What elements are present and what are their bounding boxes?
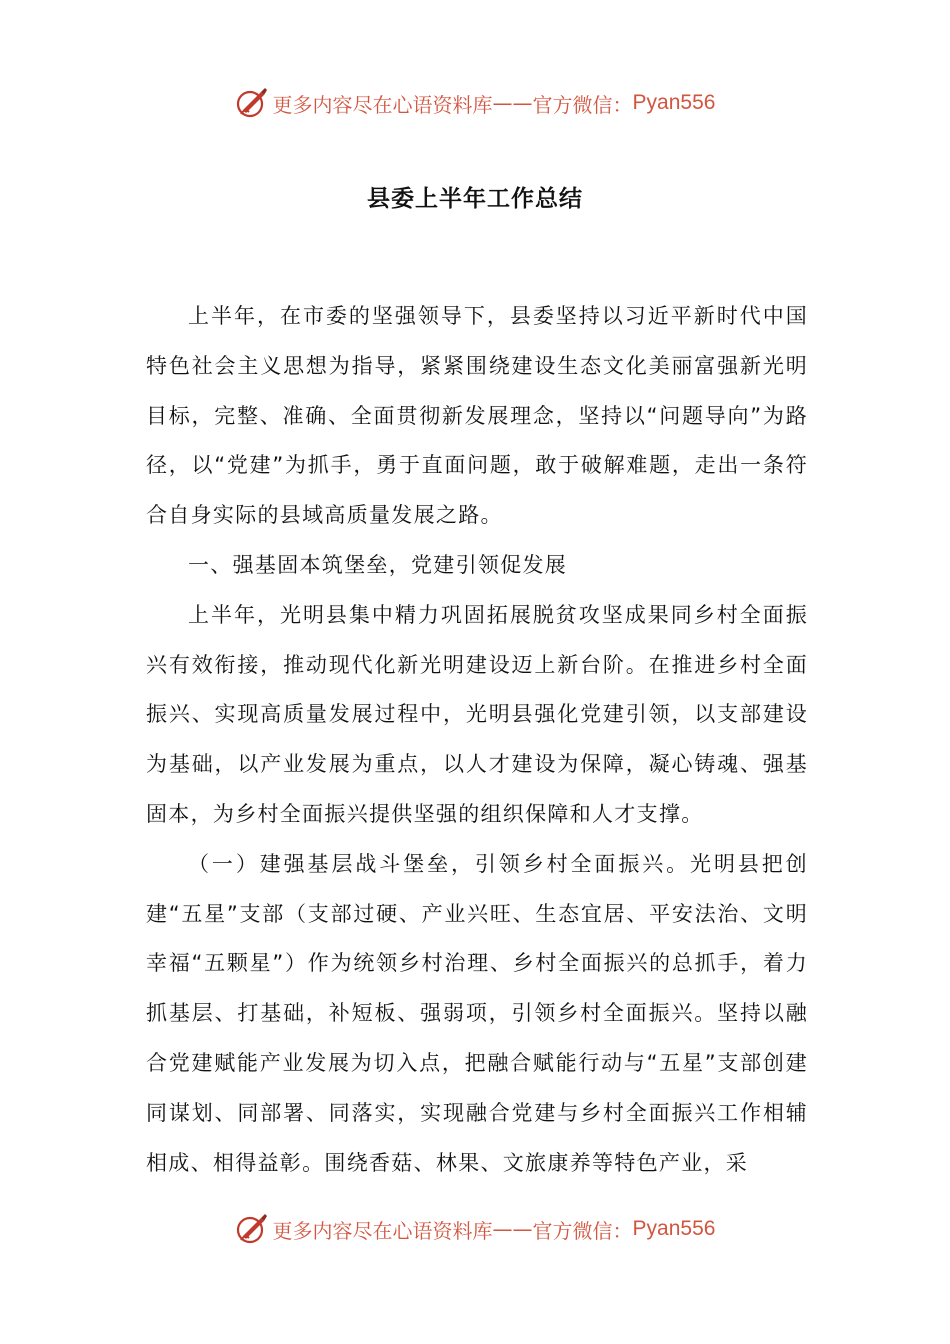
- watermark-banner-top: [0, 78, 950, 128]
- paragraph-subsection-1: （一）建强基层战斗堡垒，引领乡村全面振兴。光明县把创建“五星”支部（支部过硬、产业兴旺、生态宜居、平安法治、文明幸福“五颗星”）作为统领乡村治理、乡村全面振兴的总抓手，着力抓基层、打基础，补短板、强弱项，引领乡村全面振兴。坚持以融合党建赋能产业发展为切入点，把融合赋能行动与“五星”支部创建同谋划、同部署、同落实，实现融合党建与乡村全面振兴工作相辅相成、相得益彰。围绕香菇、林果、文旅康养等特色产业，采: [146, 851, 808, 1175]
- watermark-separator: ——: [492, 91, 533, 115]
- pen-logo-icon: [235, 1212, 269, 1246]
- watermark-text: 更多内容尽在心语资料库: [272, 92, 493, 117]
- paragraph-section-1: 上半年，光明县集中精力巩固拓展脱贫攻坚成果同乡村全面振兴有效衔接，推动现代化新光明建设迈上新台阶。在推进乡村全面振兴、实现高质量发展过程中，光明县强化党建引领，以支部建设为基础，以产业发展为重点，以人才建设为保障，凝心铸魂、强基固本，为乡村全面振兴提供坚强的组织保障和人才支撑。: [146, 602, 808, 826]
- paragraph-intro: 上半年，在市委的坚强领导下，县委坚持以习近平新时代中国特色社会主义思想为指导，紧紧围绕建设生态文化美丽富强新光明目标，完整、准确、全面贯彻新发展理念，坚持以“问题导向”为路径，以“党建”为抓手，勇于直面问题，敢于破解难题，走出一条符合自身实际的县域高质量发展之路。: [146, 304, 808, 528]
- watermark-wechat-label: 官方微信：: [532, 92, 633, 117]
- pen-logo-icon: [235, 86, 269, 120]
- watermark-wechat-id: Pyan556: [632, 91, 716, 114]
- watermark-text: 更多内容尽在心语资料库: [272, 1218, 493, 1243]
- document-body: [146, 292, 808, 1188]
- document-title: 县委上半年工作总结: [367, 186, 583, 212]
- watermark-wechat-id: Pyan556: [632, 1217, 716, 1240]
- watermark-banner-bottom: [0, 1204, 950, 1254]
- watermark-wechat-label: 官方微信：: [532, 1218, 633, 1243]
- section-heading-1: 一、强基固本筑堡垒，党建引领促发展: [188, 552, 568, 577]
- watermark-separator: ——: [492, 1217, 533, 1241]
